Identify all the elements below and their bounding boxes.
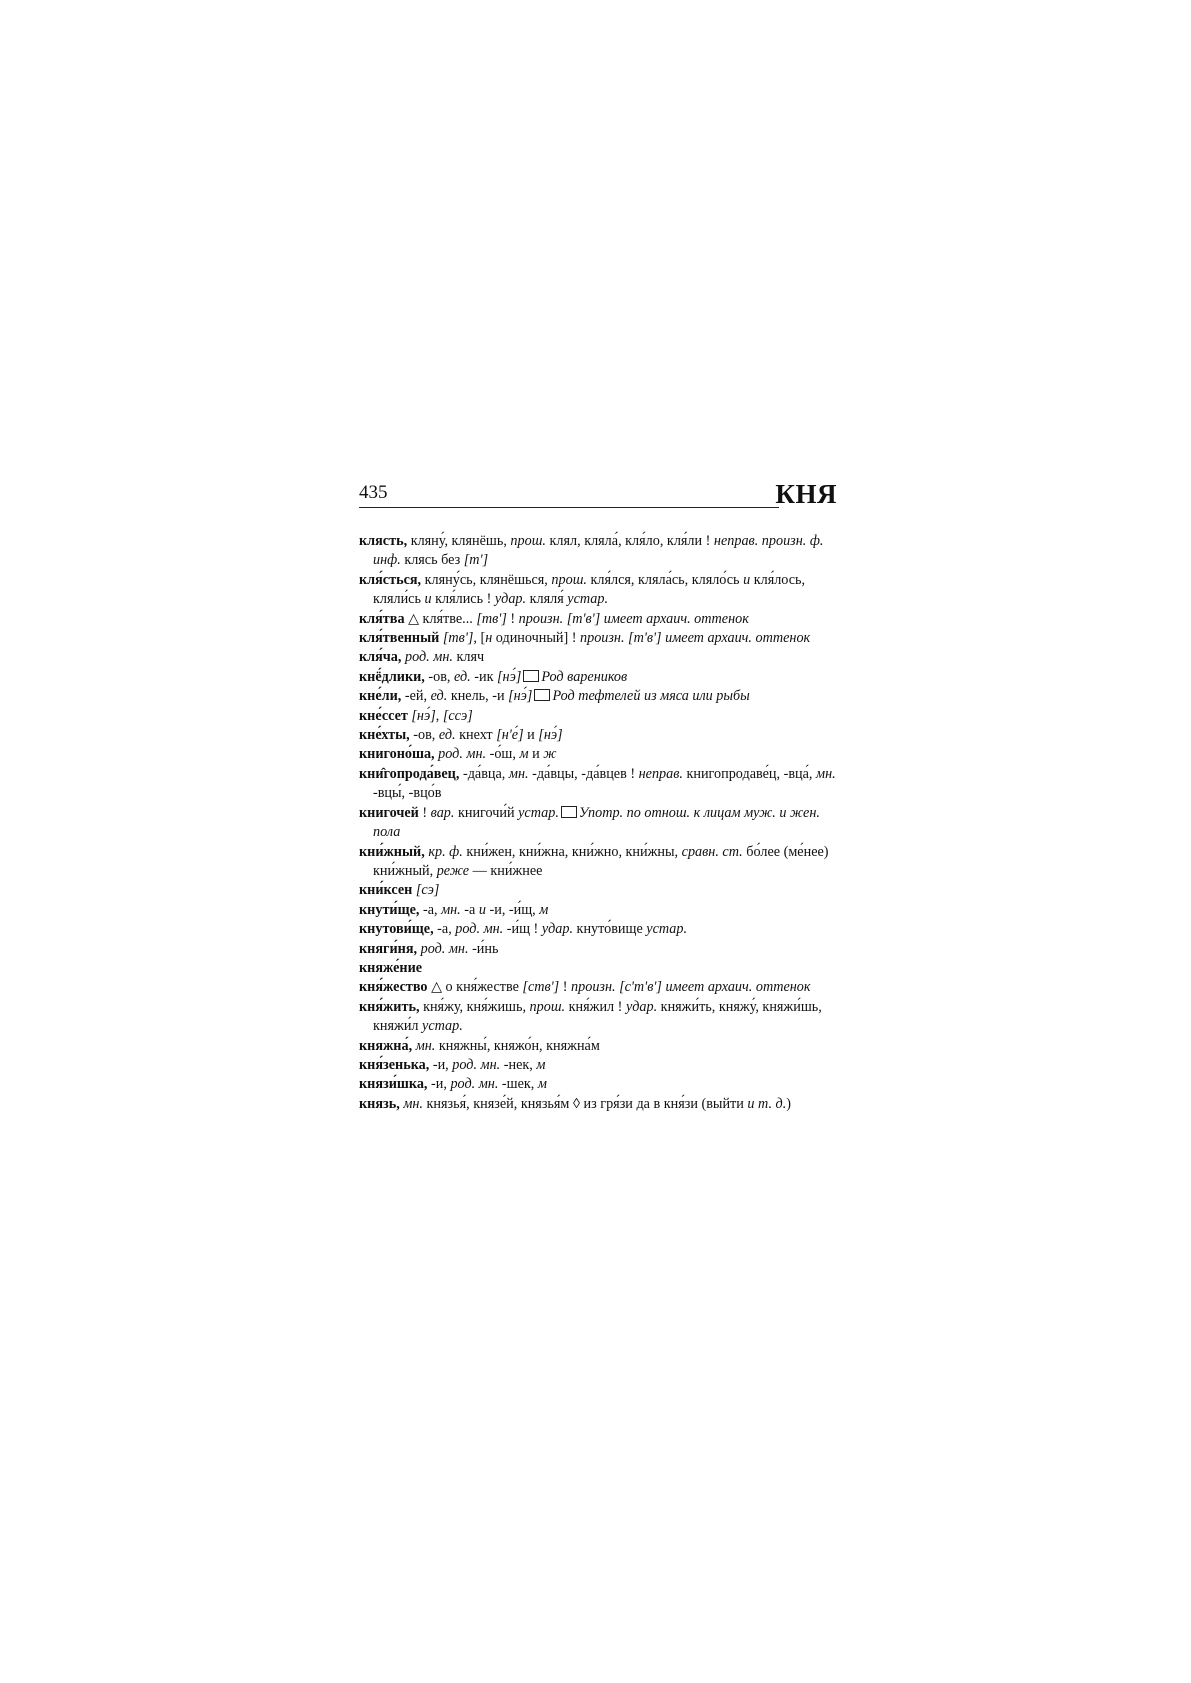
entry-text: кнуто́вище (573, 921, 647, 938)
headword: кля́тва (359, 610, 405, 627)
italic-note: Род вареников (541, 668, 628, 685)
headword: кнутови́ще, (359, 921, 434, 938)
entry-text: кляну́сь, клянёшься, (421, 571, 552, 588)
entry-text: -да́вцы, -да́вцев ! (528, 765, 639, 782)
entry-text: кнель, -и (447, 688, 509, 705)
italic-note: удар. (625, 998, 658, 1015)
dictionary-entry (359, 1037, 837, 1056)
headword: кня́жество (359, 979, 428, 996)
italic-note: род. мн. (438, 746, 487, 763)
headword: княже́ние (359, 959, 423, 976)
headword: княги́ня, (359, 940, 418, 957)
italic-note: и (478, 901, 486, 918)
entry-text: кля́лся, кляла́сь, кляло́сь (586, 571, 744, 588)
italic-note: Род тефтелей из мяса или рыбы (552, 688, 750, 705)
italic-note: род. мн. (405, 649, 453, 666)
headword: князь, (359, 1095, 400, 1112)
entry-text: -шек, (498, 1076, 538, 1093)
dictionary-entry (359, 687, 837, 706)
italic-note: прош. (529, 998, 566, 1015)
entry-text: кляч (452, 649, 485, 666)
italic-note: [ств'] (522, 979, 560, 996)
definition-box-icon (534, 689, 550, 701)
dictionary-entries (359, 532, 837, 1114)
entry-text: книгочи́й (454, 804, 519, 821)
entry-text: -и́нь (468, 940, 499, 957)
headword: княжна́, (359, 1037, 413, 1054)
dictionary-entry (359, 765, 837, 804)
entry-text: -а, (433, 921, 456, 938)
dictionary-entry (359, 745, 837, 764)
entry-text: кнехт (455, 727, 497, 744)
definition-box-icon (523, 670, 539, 682)
dictionary-entry (359, 1056, 837, 1075)
dictionary-entry (359, 920, 837, 939)
italic-note: ед. (430, 688, 448, 705)
italic-note: произн. [с'т'в'] имеет архаич. оттенок (571, 979, 811, 996)
headword: кне́хты, (359, 727, 410, 744)
italic-note: неправ. произн. ф. инф. (373, 533, 824, 569)
entry-text: -и, (427, 1076, 451, 1093)
entry-text: клясь без (400, 552, 464, 569)
entry-text: -ей, (401, 688, 431, 705)
entry-text: бо́лее (ме́нее) кни́жный, (373, 843, 829, 879)
italic-note: род. мн. (455, 921, 504, 938)
entry-text: -а, (419, 901, 442, 918)
entry-text: △ кля́тве... (404, 610, 477, 627)
headword: книгочей (359, 804, 419, 821)
entry-text: -а (460, 901, 479, 918)
italic-note: реже (436, 862, 470, 879)
italic-note: прош. (510, 533, 546, 549)
italic-note: кр. ф. (428, 843, 463, 860)
dictionary-entry (359, 881, 837, 900)
headword: клясть, (359, 533, 408, 549)
headword: кня́зенька, (359, 1056, 430, 1073)
italic-note: [н'е́] (496, 727, 524, 744)
italic-note: устар. (422, 1018, 463, 1035)
italic-note: и (743, 571, 751, 588)
headword: кля́сться, (359, 571, 422, 588)
italic-note: вар. (430, 804, 455, 821)
entry-text: △ о кня́жестве (427, 979, 523, 996)
italic-note: м (536, 1056, 546, 1073)
italic-note: и (424, 591, 432, 608)
headword: кля́ча, (359, 649, 402, 666)
dictionary-entry (359, 532, 837, 571)
italic-note: мн. (816, 765, 836, 782)
dictionary-entry (359, 707, 837, 726)
italic-note: удар. (541, 921, 573, 938)
italic-note: м (537, 1076, 547, 1093)
italic-note: [нэ́] (411, 707, 436, 724)
italic-note: Употр. по отнош. к лицам муж. и жен. пола (373, 804, 820, 841)
dictionary-entry (359, 1075, 837, 1094)
entry-text: князья́, князе́й, князья́м ◊ из гря́зи да в кня́зи (выйти (422, 1095, 748, 1112)
entry-text: княжны́, княжо́н, княжна́м (435, 1037, 600, 1054)
headword: кне́ссет (359, 707, 408, 724)
italic-note: удар. (494, 591, 527, 608)
italic-note: устар. (518, 804, 559, 821)
dictionary-entry (359, 843, 837, 882)
headword: кнё́длики, (359, 668, 425, 685)
dictionary-entry (359, 610, 837, 629)
running-head: КНЯ (775, 479, 837, 509)
dictionary-entry (359, 998, 837, 1037)
header-rule (359, 507, 779, 508)
entry-text: клял, кляла́, кля́ло, кля́ли ! (545, 533, 714, 549)
page-header (359, 478, 837, 509)
entry-text: книгопродаве́ц, -вца́, (682, 765, 817, 782)
entry-text: -ик (470, 668, 498, 685)
entry-text: -и, -и́щ, (485, 901, 540, 918)
italic-note: м (539, 901, 549, 918)
dictionary-entry (359, 1095, 837, 1114)
italic-note: устар. (646, 921, 688, 938)
entry-text: ! (559, 979, 572, 996)
entry-text: кня́жил ! (565, 998, 626, 1015)
dictionary-entry (359, 648, 837, 667)
italic-note: произн. [т'в'] имеет архаич. оттенок (580, 630, 811, 647)
headword: кни́жный, (359, 843, 425, 860)
italic-note: прош. (551, 571, 587, 588)
italic-note: род. мн. (420, 940, 469, 957)
italic-note: ед. (438, 727, 456, 744)
dictionary-entry (359, 804, 837, 843)
entry-text: кни́жен, кни́жна, кни́жно, кни́жны, (462, 843, 682, 860)
italic-note: м (519, 746, 529, 763)
italic-note: ж (543, 746, 557, 763)
italic-note: [нэ́] (497, 668, 522, 685)
italic-note: мн. (441, 901, 461, 918)
italic-note: [тв'] (442, 630, 474, 647)
dictionary-entry (359, 629, 837, 648)
entry-text: ) (786, 1095, 792, 1112)
dictionary-entry (359, 726, 837, 745)
page-number: 435 (359, 482, 388, 503)
headword: кне́ли, (359, 688, 402, 705)
entry-text: ! (506, 610, 519, 627)
entry-text: кня́жу, кня́жишь, (419, 998, 530, 1015)
entry-text: кляля́ (526, 591, 568, 608)
entry-text: , [ (473, 630, 486, 647)
italic-note: мн. (415, 1037, 436, 1054)
dictionary-entry (359, 901, 837, 920)
italic-note: мн. (508, 765, 529, 782)
headword: кнути́ще, (359, 901, 420, 918)
italic-note: [ссэ] (442, 707, 473, 724)
entry-text: -нек, (500, 1056, 537, 1073)
entry-text: -да́вца, (459, 765, 509, 782)
italic-note: род. мн. (452, 1056, 501, 1073)
entry-text: — кни́жнее (469, 862, 543, 879)
italic-note: [тв'] (476, 610, 507, 627)
dictionary-entry (359, 978, 837, 997)
dictionary-entry (359, 959, 837, 978)
italic-note: неправ. (638, 765, 683, 782)
entry-text: ! (418, 804, 431, 821)
entry-text: -и, (429, 1056, 453, 1073)
headword: книгоно́ша, (359, 746, 435, 763)
italic-note: [сэ] (415, 882, 440, 899)
headword: кни́ксен (359, 882, 413, 899)
entry-text: и (523, 727, 539, 744)
entry-text: и (528, 746, 544, 763)
dictionary-entry (359, 668, 837, 687)
headword: князи́шка, (359, 1076, 428, 1093)
entry-text: -и́щ ! (503, 921, 542, 938)
italic-note: н (485, 630, 493, 647)
entry-text: кля́лось, кляли́сь (373, 571, 806, 608)
entry-text: княжи́ть, княжу́, княжи́шь, княжи́л (373, 998, 822, 1035)
italic-note: [нэ́] (508, 688, 533, 705)
dictionary-entry (359, 940, 837, 959)
headword: кля́твенный (359, 630, 440, 647)
italic-note: род. мн. (450, 1076, 499, 1093)
italic-note: ед. (454, 668, 471, 685)
italic-note: мн. (403, 1095, 423, 1112)
italic-note: и т. д. (747, 1095, 787, 1112)
entry-text: , (435, 707, 443, 724)
italic-note: [т'] (463, 552, 489, 569)
italic-note: устар. (567, 591, 609, 608)
entry-text: кляну́, клянёшь, (407, 533, 511, 549)
italic-note: произн. [т'в'] имеет архаич. оттенок (518, 610, 749, 627)
entry-text: -вцы́, -вцо́в (373, 785, 442, 802)
headword: кня́жить, (359, 998, 420, 1015)
entry-text: одиночный] ! (492, 630, 581, 647)
dictionary-entry (359, 571, 837, 610)
entry-text: -о́ш, (486, 746, 520, 763)
italic-note: сравн. ст. (681, 843, 743, 860)
entry-text: -ов, (409, 727, 439, 744)
headword: кни̂гопрода́вец, (359, 765, 460, 782)
entry-text: -ов, (424, 668, 455, 685)
definition-box-icon (561, 806, 577, 818)
italic-note: [нэ́] (538, 727, 563, 744)
entry-text: кля́лись ! (431, 591, 495, 608)
